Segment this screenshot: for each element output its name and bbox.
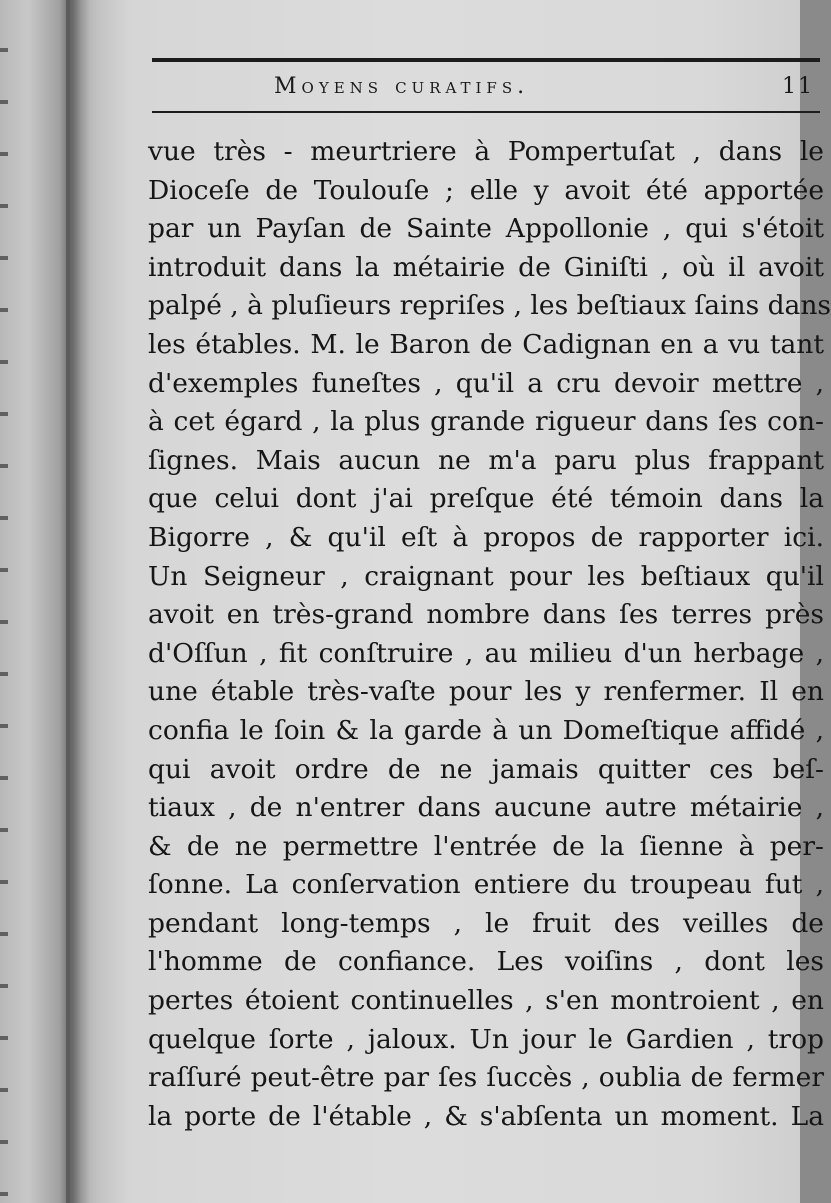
text-line: Un Seigneur , craignant pour les beſtiaux qu'il <box>148 560 824 592</box>
left-page-edge <box>0 0 70 1203</box>
running-head <box>152 70 820 106</box>
text-line: avoit en très-grand nombre dans ſes terres près <box>148 599 824 631</box>
text-line: tiaux , de n'entrer dans aucune autre métairie , <box>148 792 824 824</box>
running-head-title: Moyens curatifs. <box>274 74 530 99</box>
text-line: confia le ſoin & la garde à un Domeſtique affidé , <box>148 714 824 746</box>
text-line: raſſuré peut-être par ſes ſuccès , oublia de fermer <box>148 1062 824 1094</box>
text-line: par un Payſan de Sainte Appollonie , qui s'étoit <box>148 213 824 245</box>
page-number: 11 <box>782 74 814 99</box>
text-line: d'Oſſun , fit conſtruire , au milieu d'un herbage , <box>148 637 824 669</box>
text-line: Bigorre , & qu'il eſt à propos de rapporter ici. <box>148 521 824 553</box>
text-line: qui avoit ordre de ne jamais quitter ces beſ- <box>148 753 824 785</box>
text-line: les étables. M. le Baron de Cadignan en a vu tant <box>148 328 824 360</box>
text-line: pendant long-temps , le fruit des veilles de <box>148 907 824 939</box>
body-text <box>148 133 831 1136</box>
text-line: Dioceſe de Toulouſe ; elle y avoit été apportée <box>148 174 824 206</box>
header-rule-top <box>152 58 820 62</box>
text-line: vue très - meurtriere à Pompertuſat , dans le <box>148 136 824 167</box>
book-gutter-shadow <box>66 0 96 1203</box>
left-page-text-edge <box>0 0 8 1203</box>
text-line: à cet égard , la plus grande rigueur dans ſes con- <box>148 406 824 438</box>
text-line: que celui dont j'ai preſque été témoin dans la <box>148 483 824 515</box>
text-line: quelque ſorte , jaloux. Un jour le Gardien , trop <box>148 1023 824 1055</box>
header-rule-bottom <box>152 111 820 113</box>
right-page <box>96 0 831 1203</box>
text-line: la porte de l'étable , & s'abſenta un moment. La <box>148 1100 824 1132</box>
text-line: pertes étoient continuelles , s'en montroient , en <box>148 985 824 1017</box>
text-line: introduit dans la métairie de Giniſti , où il avoit <box>148 251 824 283</box>
text-line: ſignes. Mais aucun ne m'a paru plus frappant <box>148 444 824 476</box>
text-line: & de ne permettre l'entrée de la ſienne à per- <box>148 830 824 862</box>
text-line: d'exemples funeſtes , qu'il a cru devoir mettre , <box>148 367 824 399</box>
text-line: une étable très-vaſte pour les y renfermer. Il en <box>148 676 824 708</box>
text-line: palpé , à pluſieurs repriſes , les beſtiaux ſains dans <box>148 290 831 322</box>
text-line: l'homme de confiance. Les voiſins , dont les <box>148 946 824 978</box>
text-line: ſonne. La conſervation entiere du troupeau fut , <box>148 869 824 901</box>
